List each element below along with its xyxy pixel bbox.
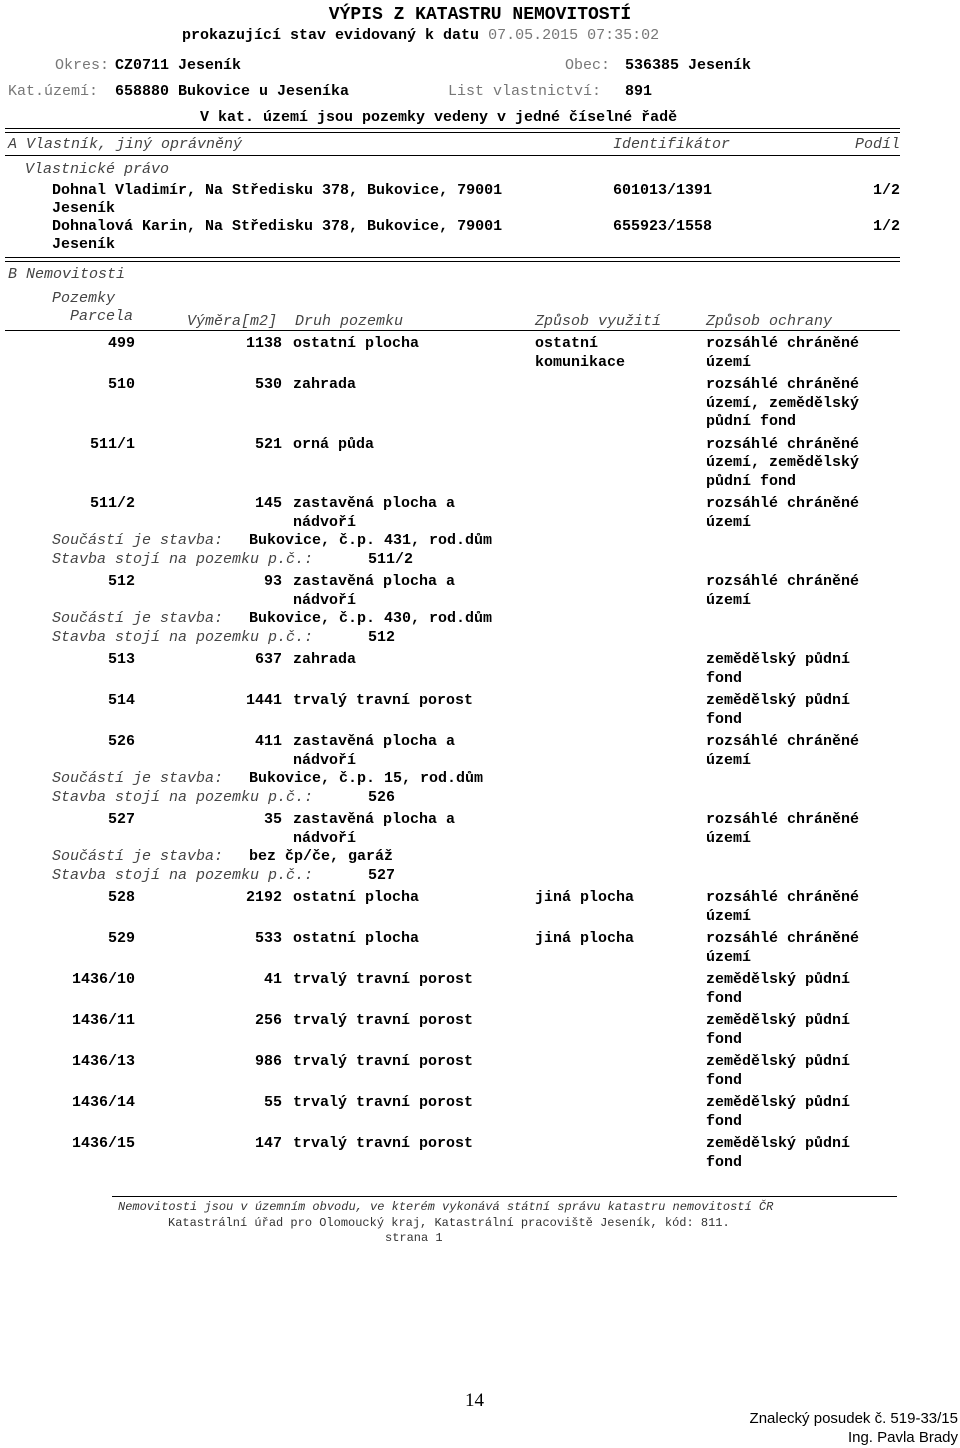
parcel-area: 411 (254, 733, 282, 750)
building-value: Bukovice, č.p. 431, rod.dům (249, 532, 493, 549)
parcel-number: 510 (107, 376, 135, 393)
okres-value: CZ0711 Jeseník (115, 57, 242, 74)
parcel-number: 512 (107, 573, 135, 590)
protection-type: půdní fond (706, 472, 797, 490)
owner-name-address: Dohnal Vladimír, Na Středisku 378, Bukovice, 79001 (52, 182, 503, 199)
parcel-area: 55 (263, 1094, 282, 1111)
okres-label: Okres: (55, 57, 110, 74)
protection-type: území (706, 829, 752, 847)
protection-type: zemědělský půdní (706, 1012, 851, 1029)
footer-line-1: Nemovitosti jsou v územním obvodu, ve kterém vykonává státní správu katastru nemovitostí ČR (118, 1200, 774, 1214)
owner-share: 1/2 (872, 182, 900, 199)
footer-rule (112, 1196, 897, 1197)
protection-type: rozsáhlé chráněné (706, 573, 860, 590)
protection-type: zemědělský půdní (706, 1094, 851, 1111)
parcel-number: 526 (107, 733, 135, 750)
land-type-cont: nádvoří (293, 751, 357, 769)
share-header: Podíl (854, 136, 900, 153)
section-a-top-rule (5, 128, 900, 133)
land-type: zahrada (293, 376, 357, 393)
parcel-area: 637 (254, 651, 282, 668)
document-title: VÝPIS Z KATASTRU NEMOVITOSTÍ (328, 5, 632, 25)
parcel-number: 513 (107, 651, 135, 668)
protection-type: rozsáhlé chráněné (706, 495, 860, 512)
parcel-number: 1436/13 (71, 1053, 135, 1070)
land-type-cont: nádvoří (293, 829, 357, 847)
protection-type: zemědělský půdní (706, 971, 851, 988)
protection-type: území, zemědělský (706, 454, 860, 471)
parcel-area: 147 (254, 1135, 282, 1152)
parcel-number: 514 (107, 692, 135, 709)
parcel-number: 1436/10 (71, 971, 135, 988)
parcel-area: 1441 (245, 692, 282, 709)
land-type-cont: nádvoří (293, 591, 357, 609)
owner-city: Jeseník (52, 200, 116, 217)
land-type: trvalý travní porost (293, 1053, 474, 1070)
katuzemi-label: Kat.území: (8, 83, 99, 100)
vymera-header: Výměra[m2] (187, 313, 278, 330)
parcela-header: Parcela (70, 308, 134, 325)
parcel-area: 530 (254, 376, 282, 393)
land-type: orná půda (293, 435, 375, 453)
parcel-area: 2192 (245, 889, 282, 906)
protection-type: zemědělský půdní (706, 1135, 851, 1152)
parcel-number: 1436/14 (71, 1094, 135, 1111)
parcel-area: 1138 (245, 335, 282, 352)
land-type: trvalý travní porost (293, 692, 474, 709)
identifier-header: Identifikátor (613, 136, 731, 153)
parcel-number: 1436/11 (71, 1012, 135, 1029)
building-value: Bukovice, č.p. 15, rod.dům (249, 770, 484, 787)
druh-header: Druh pozemku (295, 313, 404, 330)
protection-type: rozsáhlé chráněné (706, 889, 860, 906)
list-vlastnictvi-label: List vlastnictví: (448, 83, 602, 100)
building-label: Součástí je stavba: (52, 532, 224, 549)
building-plot-value: 527 (368, 866, 396, 884)
protection-type: fond (706, 989, 743, 1007)
building-plot-value: 511/2 (368, 550, 414, 568)
protection-type: fond (706, 1071, 743, 1089)
protection-type: rozsáhlé chráněné (706, 930, 860, 947)
protection-type: zemědělský půdní (706, 692, 851, 709)
protection-type: rozsáhlé chráněné (706, 335, 860, 352)
list-vlastnictvi-value: 891 (625, 83, 653, 100)
land-use-cont: komunikace (535, 353, 626, 371)
section-a-header-rule (5, 155, 900, 156)
report-author: Ing. Pavla Brady (847, 1429, 958, 1446)
protection-type: území (706, 948, 752, 966)
land-type: ostatní plocha (293, 335, 420, 352)
protection-type: rozsáhlé chráněné (706, 376, 860, 393)
section-b-title: B Nemovitosti (8, 266, 126, 283)
protection-type: rozsáhlé chráněné (706, 435, 860, 453)
section-a-title: A Vlastník, jiný oprávněný (8, 136, 243, 153)
building-label: Součástí je stavba: (52, 848, 224, 865)
protection-type: zemědělský půdní (706, 1053, 851, 1070)
building-plot-value: 512 (368, 628, 396, 646)
building-label: Součástí je stavba: (52, 770, 224, 787)
land-type: zastavěná plocha a (293, 733, 456, 750)
building-value: Bukovice, č.p. 430, rod.dům (249, 610, 493, 627)
building-plot-label: Stavba stojí na pozemku p.č.: (52, 866, 314, 884)
report-number: Znalecký posudek č. 519-33/15 (749, 1410, 958, 1427)
parcel-area: 533 (254, 930, 282, 947)
section-b-header-rule (5, 330, 900, 331)
footer-line-2: Katastrální úřad pro Olomoucký kraj, Katastrální pracoviště Jeseník, kód: 811. (168, 1216, 730, 1230)
protection-type: území (706, 513, 752, 531)
protection-type: fond (706, 1153, 743, 1171)
protection-type: fond (706, 710, 743, 728)
land-type: trvalý travní porost (293, 1135, 474, 1152)
ochrana-header: Způsob ochrany (706, 313, 833, 330)
parcel-area: 521 (254, 435, 282, 453)
parcel-number: 528 (107, 889, 135, 906)
parcel-area: 93 (263, 573, 282, 590)
land-type: ostatní plocha (293, 889, 420, 906)
parcel-number: 511/2 (89, 495, 135, 512)
protection-type: fond (706, 1030, 743, 1048)
protection-type: území (706, 353, 752, 371)
parcel-number: 529 (107, 930, 135, 947)
building-plot-label: Stavba stojí na pozemku p.č.: (52, 788, 314, 806)
land-use: jiná plocha (535, 930, 635, 947)
obec-label: Obec: (565, 57, 611, 74)
protection-type: zemědělský půdní (706, 651, 851, 668)
land-use: jiná plocha (535, 889, 635, 906)
building-plot-value: 526 (368, 788, 396, 806)
owner-share: 1/2 (872, 218, 900, 235)
parcel-area: 986 (254, 1053, 282, 1070)
owner-city: Jeseník (52, 236, 116, 253)
owner-name-address: Dohnalová Karin, Na Středisku 378, Bukovice, 79001 (52, 218, 503, 235)
parcel-number: 511/1 (89, 435, 135, 453)
building-plot-label: Stavba stojí na pozemku p.č.: (52, 628, 314, 646)
land-type: ostatní plocha (293, 930, 420, 947)
land-type: zastavěná plocha a (293, 573, 456, 590)
page-number: 14 (465, 1390, 484, 1411)
document-subtitle (182, 27, 659, 45)
protection-type: území, zemědělský (706, 394, 860, 412)
protection-type: rozsáhlé chráněné (706, 811, 860, 828)
land-type: zastavěná plocha a (293, 495, 456, 512)
parcel-number: 499 (107, 335, 135, 352)
parcel-number: 1436/15 (71, 1135, 135, 1152)
parcel-area: 35 (263, 811, 282, 828)
parcel-area: 256 (254, 1012, 282, 1029)
land-type: trvalý travní porost (293, 971, 474, 988)
owner-identifier: 655923/1558 (613, 218, 713, 235)
owner-identifier: 601013/1391 (613, 182, 713, 199)
land-type-cont: nádvoří (293, 513, 357, 531)
parcel-series-note: V kat. území jsou pozemky vedeny v jedné číselné řadě (200, 109, 678, 126)
land-use: ostatní (535, 335, 599, 352)
protection-type: půdní fond (706, 413, 797, 430)
protection-type: fond (706, 669, 743, 687)
land-type: trvalý travní porost (293, 1012, 474, 1029)
land-type: zahrada (293, 651, 357, 668)
land-type: zastavěná plocha a (293, 811, 456, 828)
building-plot-label: Stavba stojí na pozemku p.č.: (52, 550, 314, 568)
land-type: trvalý travní porost (293, 1094, 474, 1111)
protection-type: území (706, 751, 752, 769)
protection-type: území (706, 591, 752, 609)
protection-type: fond (706, 1112, 743, 1130)
parcel-number: 527 (107, 811, 135, 828)
pozemky-subtitle: Pozemky (52, 290, 116, 307)
parcel-area: 145 (254, 495, 282, 512)
building-label: Součástí je stavba: (52, 610, 224, 627)
building-value: bez čp/če, garáž (249, 848, 394, 865)
section-b-top-rule (5, 257, 900, 262)
vyuziti-header: Způsob využití (535, 313, 662, 330)
protection-type: území (706, 907, 752, 925)
parcel-area: 41 (263, 971, 282, 988)
footer-page: strana 1 (385, 1231, 443, 1245)
extract-date: 07.05.2015 07:35:02 (488, 27, 660, 44)
subtitle-prefix: prokazující stav evidovaný k datu (182, 27, 480, 44)
obec-value: 536385 Jeseník (625, 57, 752, 74)
protection-type: rozsáhlé chráněné (706, 733, 860, 750)
ownership-subtitle: Vlastnické právo (25, 161, 170, 178)
katuzemi-value: 658880 Bukovice u Jeseníka (115, 83, 350, 100)
